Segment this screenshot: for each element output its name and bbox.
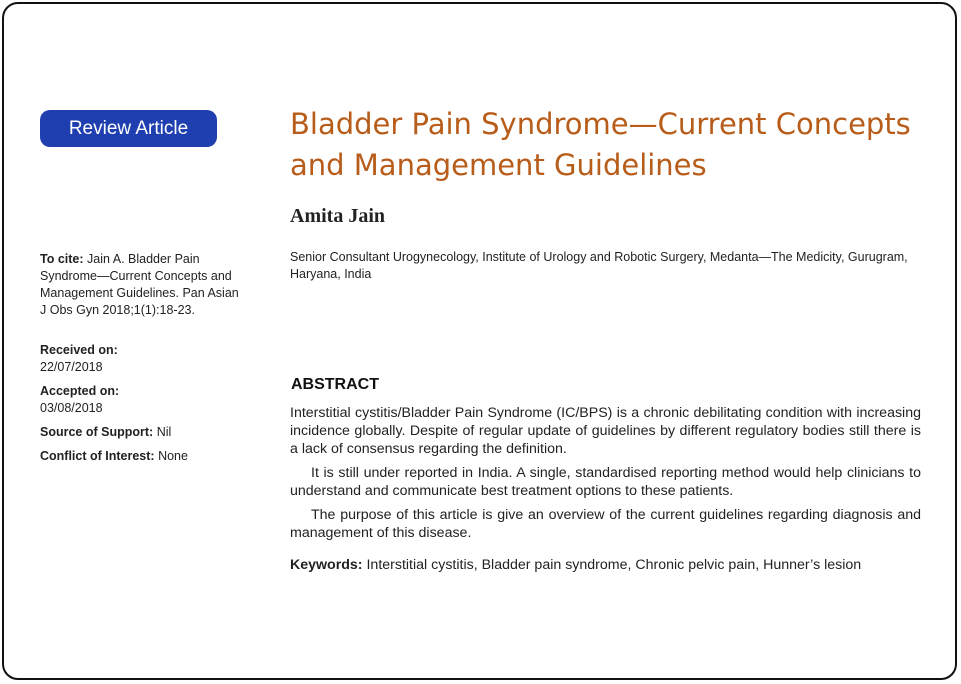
conflict-block (40, 448, 240, 465)
received-label: Received on: (40, 343, 118, 357)
support-value: Nil (156, 425, 172, 439)
author-name: Amita Jain (290, 205, 385, 227)
received-date: 22/07/2018 (40, 360, 103, 374)
support-label: Source of Support: (40, 425, 154, 439)
abstract-paragraph: The purpose of this article is give an overview of the current guidelines regarding diagnosis and management of this disease. (290, 507, 921, 541)
support-block (40, 424, 240, 441)
conflict-label: Conflict of Interest: (40, 449, 155, 463)
accepted-block (40, 383, 240, 417)
abstract-paragraph: It is still under reported in India. A single, standardised reporting method would help clinicians to understand and communicate best treatment options to these patients. (290, 465, 921, 499)
article-title: Bladder Pain Syndrome—Current Concepts and Management Guidelines (290, 107, 911, 182)
keywords-line (290, 556, 930, 574)
received-block (40, 342, 240, 376)
cite-text: Jain A. Bladder Pain Syndrome—Current Concepts and Management Guidelines. Pan Asian J Obs Gyn 2018;1(1):18-23. (40, 252, 239, 317)
abstract-body (290, 404, 921, 548)
author-affiliation: Senior Consultant Urogynecology, Institute of Urology and Robotic Surgery, Medanta—The Medicity, Gurugram, Haryana, India (290, 250, 908, 281)
article-type-badge: Review Article (40, 110, 217, 147)
abstract-paragraph: Interstitial cystitis/Bladder Pain Syndrome (IC/BPS) is a chronic debilitating condition with increasing incidence globally. Despite of regular update of guidelines by different regulatory bodies still there is a lack of consensus regarding the definition. (290, 405, 921, 457)
keywords-value: Interstitial cystitis, Bladder pain syndrome, Chronic pelvic pain, Hunner’s lesion (366, 557, 862, 573)
conflict-value: None (158, 449, 188, 463)
keywords-label: Keywords: (290, 557, 363, 573)
citation-block (40, 251, 240, 319)
cite-label: To cite: (40, 252, 84, 266)
abstract-heading: ABSTRACT (291, 376, 379, 393)
accepted-label: Accepted on: (40, 384, 120, 398)
accepted-date: 03/08/2018 (40, 401, 103, 415)
